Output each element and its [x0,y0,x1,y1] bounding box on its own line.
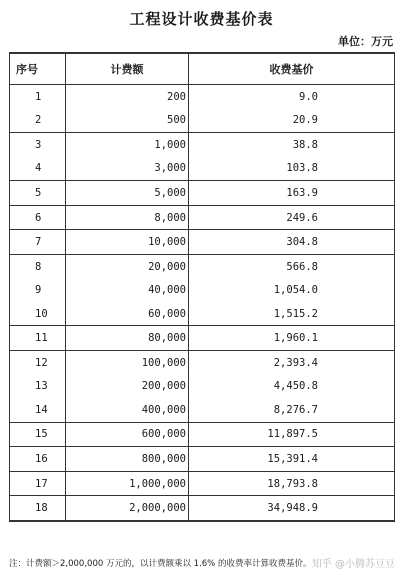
table-row [10,496,395,521]
row-price: 8,276.7 [189,398,395,422]
row-price: 103.8 [189,157,395,181]
row-amount: 800,000 [66,447,189,472]
row-amount: 60,000 [66,302,189,326]
row-no: 12 [10,351,66,375]
row-amount: 200,000 [66,375,189,399]
table-row [10,157,395,181]
row-price: 2,393.4 [189,351,395,375]
row-price: 304.8 [189,230,395,255]
row-no: 18 [10,496,66,521]
row-price: 15,391.4 [189,447,395,472]
row-price: 18,793.8 [189,471,395,496]
row-amount: 1,000 [66,133,189,157]
row-amount: 200 [66,85,189,109]
row-amount: 100,000 [66,351,189,375]
row-no: 13 [10,375,66,399]
table-row [10,85,395,109]
table-row [10,302,395,326]
row-price: 566.8 [189,254,395,278]
row-no: 10 [10,302,66,326]
header-amount: 计费额 [66,53,189,85]
page-title: 工程设计收费基价表 [129,10,274,28]
table-header-row [10,53,395,85]
table-row [10,447,395,472]
row-no: 1 [10,85,66,109]
footnote: 注：计费额＞2,000,000 万元的，以计费额乘以 1.6% 的收费率计算收费基价。 [9,559,312,569]
row-no: 6 [10,205,66,230]
header-no: 序号 [10,53,66,85]
row-amount: 20,000 [66,254,189,278]
row-no: 7 [10,230,66,255]
table-row [10,375,395,399]
table-row [10,254,395,278]
watermark: 知乎 @小腾苏豆豆 [311,559,395,570]
row-amount: 80,000 [66,326,189,351]
table-row [10,230,395,255]
row-price: 249.6 [189,205,395,230]
row-amount: 1,000,000 [66,471,189,496]
table-row [10,278,395,302]
row-no: 3 [10,133,66,157]
row-price: 1,054.0 [189,278,395,302]
row-no: 14 [10,398,66,422]
row-price: 34,948.9 [189,496,395,521]
row-no: 8 [10,254,66,278]
row-no: 9 [10,278,66,302]
table-row [10,422,395,447]
row-amount: 5,000 [66,181,189,206]
table-body [10,85,395,521]
row-price: 4,450.8 [189,375,395,399]
row-amount: 2,000,000 [66,496,189,521]
fee-table [9,52,395,522]
row-amount: 600,000 [66,422,189,447]
row-amount: 500 [66,109,189,133]
row-amount: 40,000 [66,278,189,302]
row-amount: 400,000 [66,398,189,422]
row-price: 11,897.5 [189,422,395,447]
row-amount: 3,000 [66,157,189,181]
table-row [10,205,395,230]
header-price: 收费基价 [189,53,395,85]
row-no: 5 [10,181,66,206]
table-row [10,181,395,206]
table-row [10,351,395,375]
row-amount: 10,000 [66,230,189,255]
row-price: 9.0 [189,85,395,109]
row-no: 11 [10,326,66,351]
row-amount: 8,000 [66,205,189,230]
row-no: 16 [10,447,66,472]
row-price: 38.8 [189,133,395,157]
row-price: 1,515.2 [189,302,395,326]
unit-label: 单位：万元 [338,35,393,48]
table-row [10,471,395,496]
row-no: 2 [10,109,66,133]
table-row [10,133,395,157]
row-price: 20.9 [189,109,395,133]
table-row [10,398,395,422]
row-price: 1,960.1 [189,326,395,351]
row-no: 17 [10,471,66,496]
row-no: 15 [10,422,66,447]
row-price: 163.9 [189,181,395,206]
row-no: 4 [10,157,66,181]
table-row [10,326,395,351]
table-row [10,109,395,133]
